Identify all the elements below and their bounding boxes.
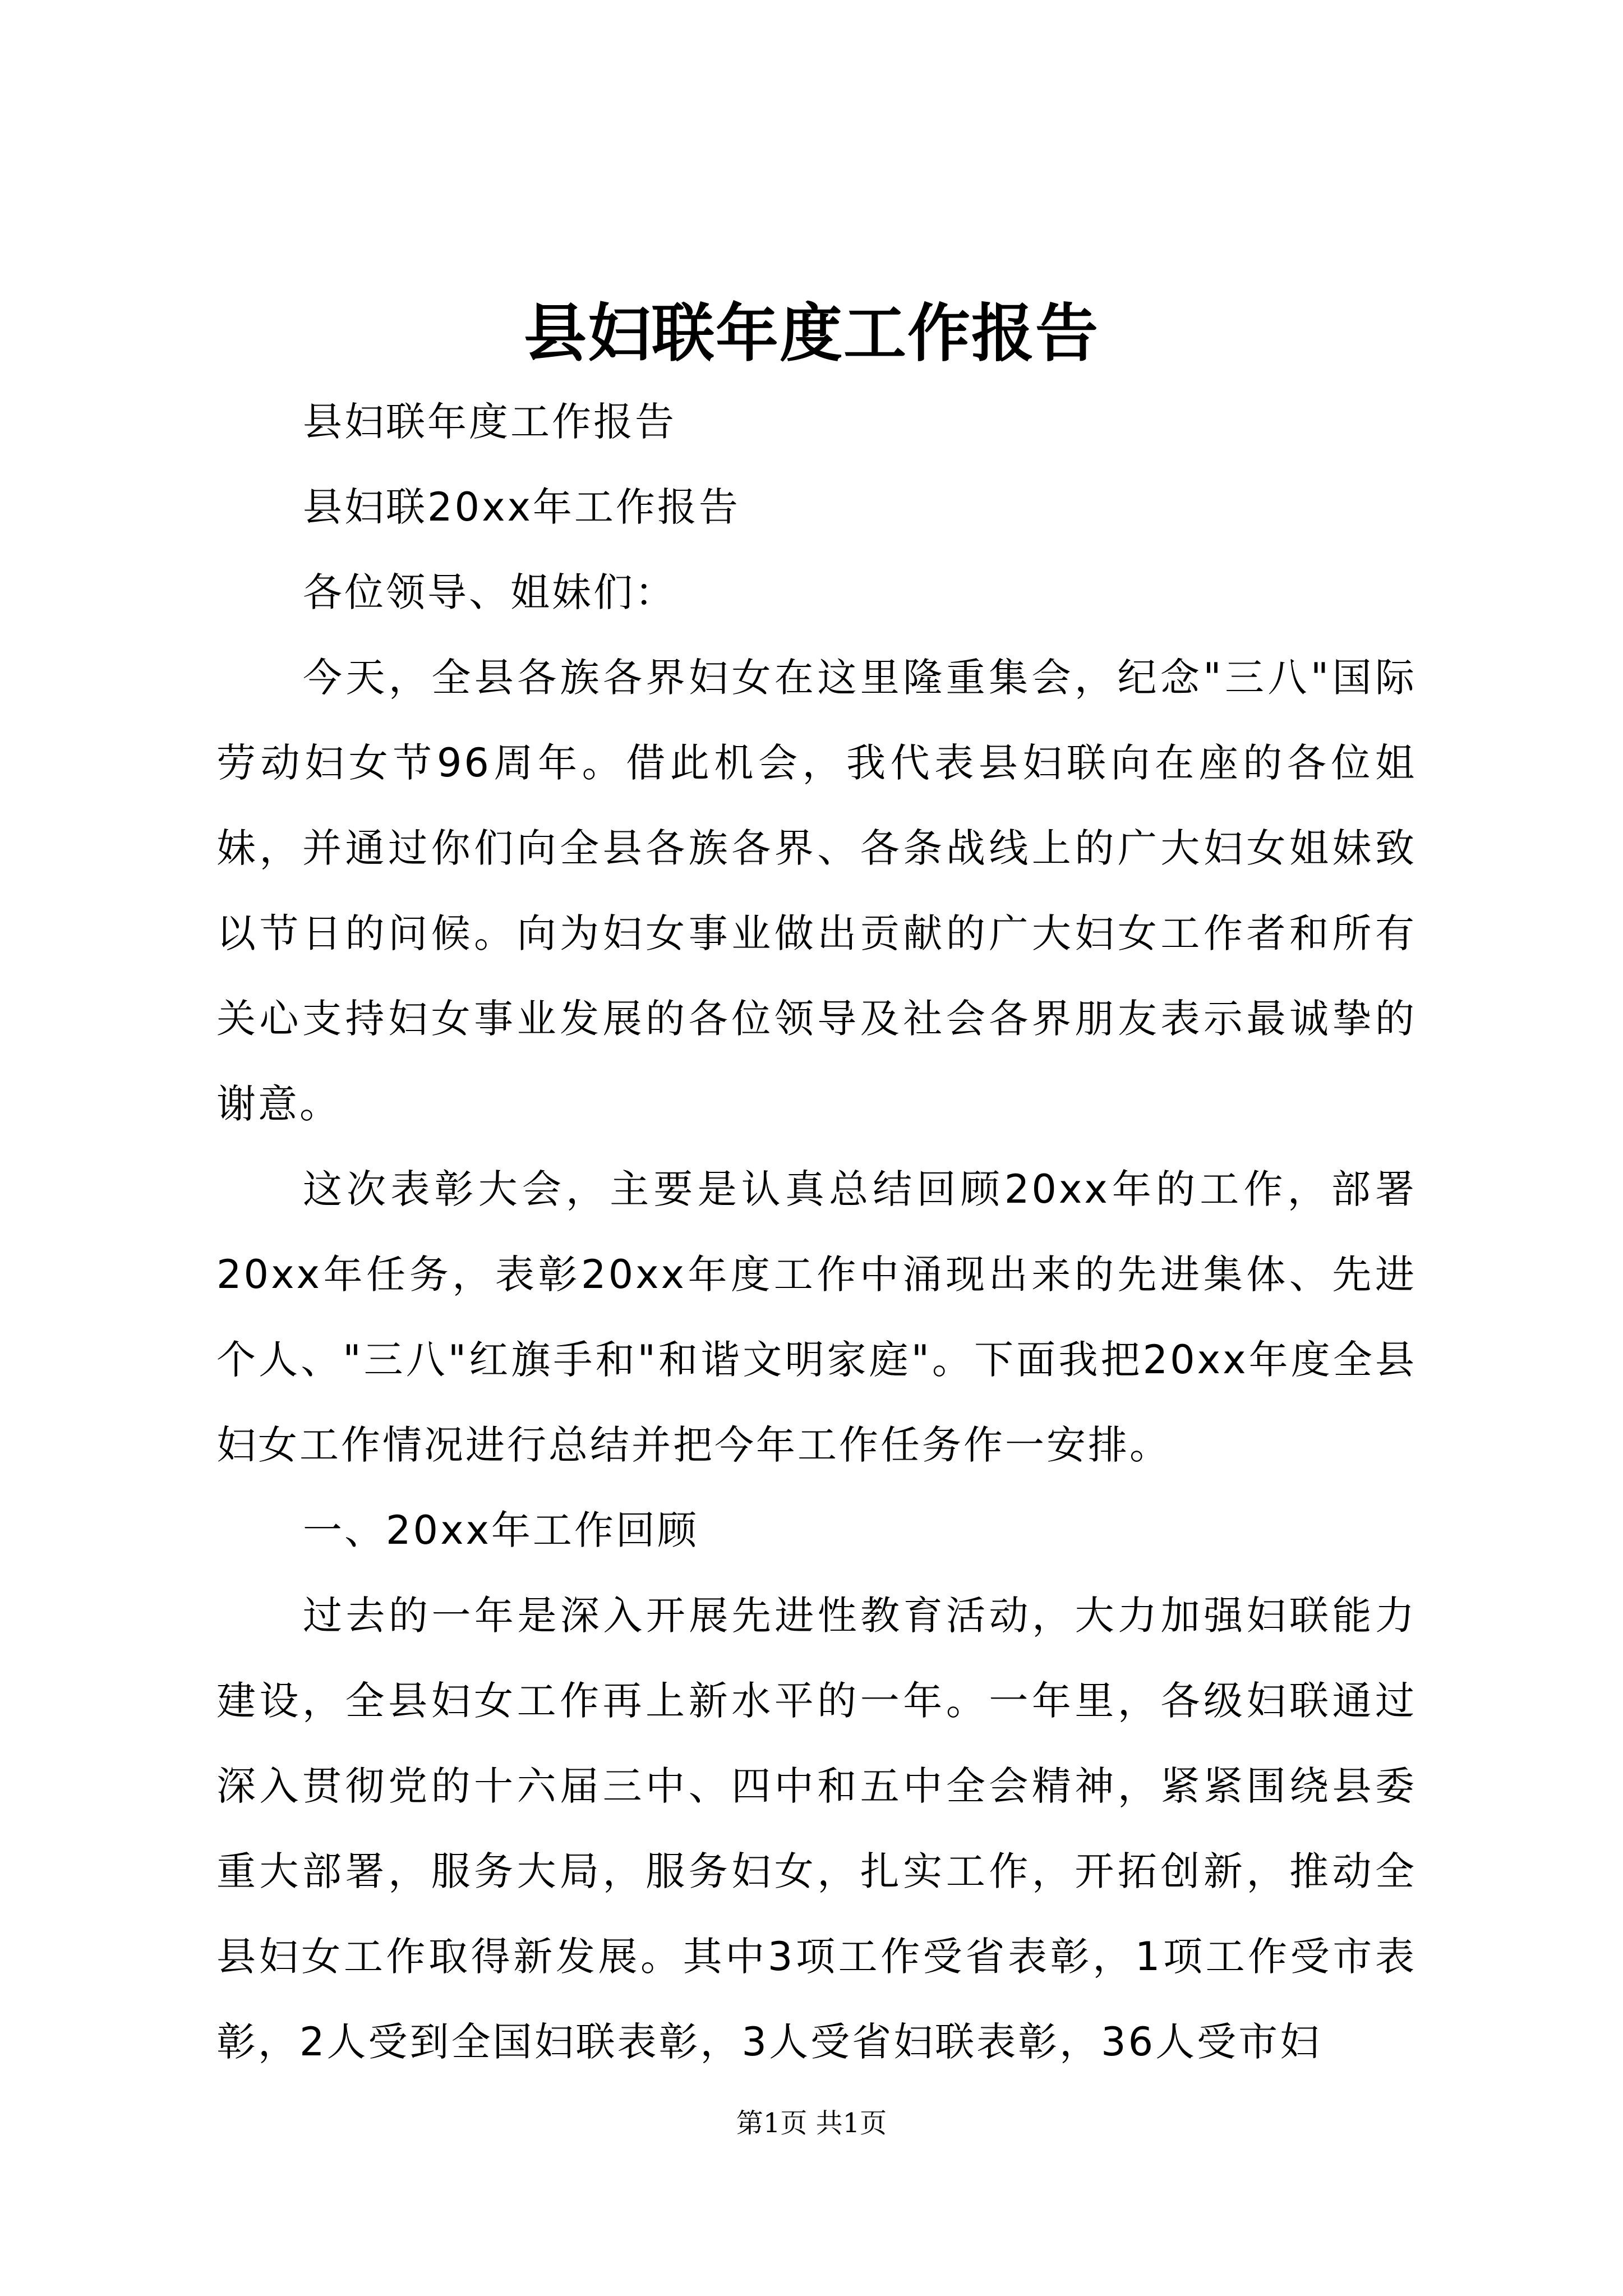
section-heading: 一、20xx年工作回顾 (303, 1507, 699, 1553)
paragraph-subtitle: 县妇联年度工作报告 (303, 399, 676, 445)
page-footer: 第1页 共1页 (736, 2108, 887, 2139)
paragraph-opening: 今天，全县各族各界妇女在这里隆重集会，纪念"三八"国际劳动妇女节96周年。借此机会，我代表县妇联向在座的各位姐妹，并通过你们向全县各族各界、各条战线上的广大妇女姐妹致以节日的问候。向为妇女事业做出贡献的广大妇女工作者和所有关心支持妇女事业发展的各位领导及社会各界朋友表示最诚挚的谢意。 (216, 655, 1417, 1127)
paragraph-review: 过去的一年是深入开展先进性教育活动，大力加强妇联能力建设，全县妇女工作再上新水平的一年。一年里，各级妇联通过深入贯彻党的十六届三中、四中和五中全会精神，紧紧围绕县委重大部署，服务大局，服务妇女，扎实工作，开拓创新，推动全县妇女工作取得新发展。其中3项工作受省表彰，1项工作受市表彰，2人受到全国妇联表彰，3人受省妇联表彰，36人受市妇 (216, 1593, 1417, 2065)
paragraph-report-name: 县妇联20xx年工作报告 (303, 484, 740, 530)
paragraph-salutation: 各位领导、姐妹们： (303, 569, 676, 615)
paragraph-meeting-purpose: 这次表彰大会，主要是认真总结回顾20xx年的工作，部署20xx年任务，表彰20xx年度工作中涌现出来的先进集体、先进个人、"三八"红旗手和"和谐文明家庭"。下面我把20xx年度全县妇女工作情况进行总结并把今年工作任务作一安排。 (216, 1166, 1417, 1468)
document-body (216, 379, 1417, 2085)
document-title: 县妇联年度工作报告 (524, 297, 1099, 370)
